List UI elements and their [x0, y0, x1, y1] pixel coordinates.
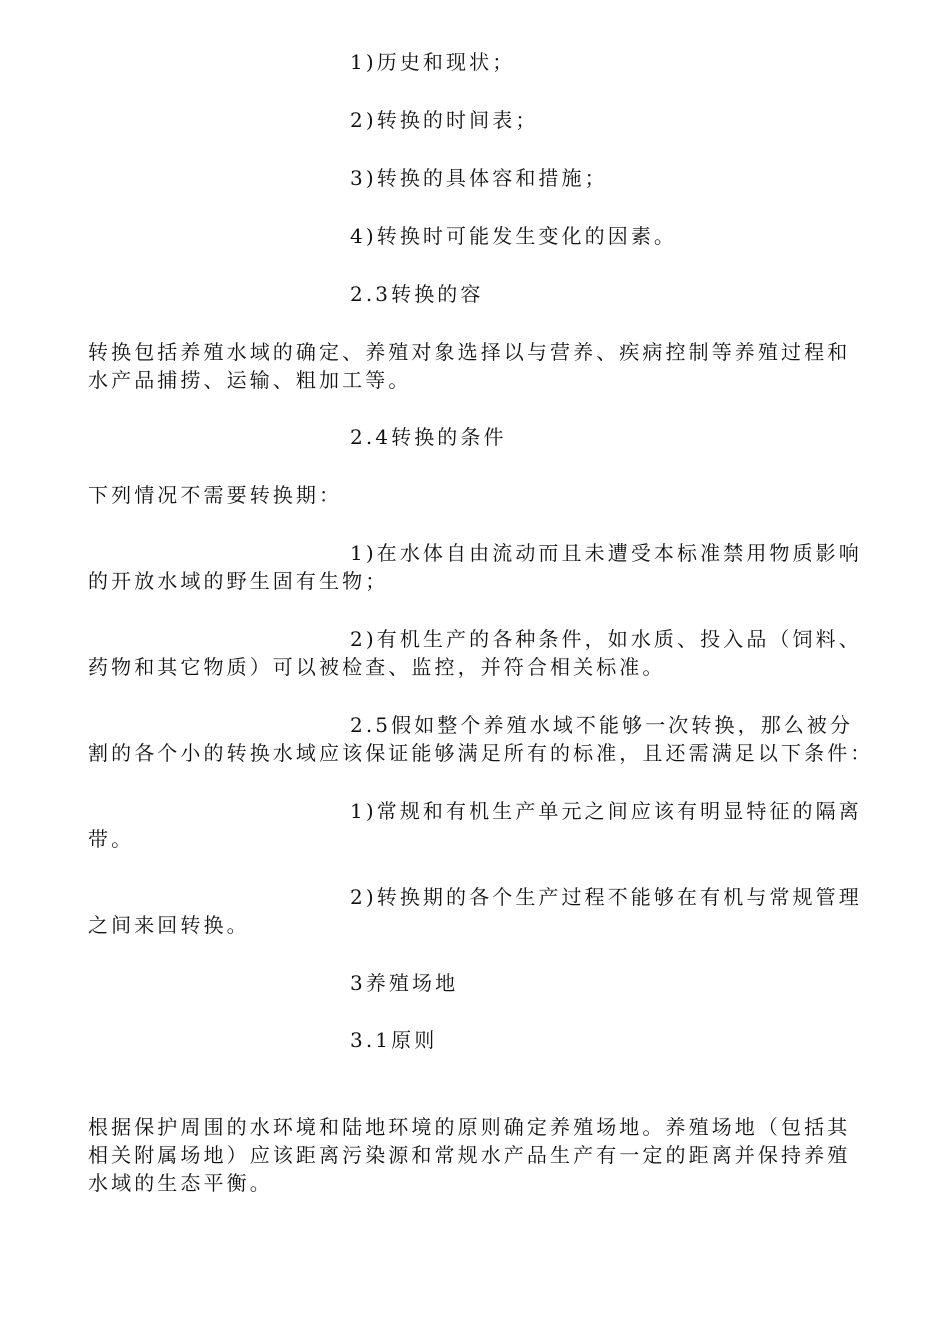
section-heading-2-4: 2.4转换的条件: [350, 425, 507, 449]
section-paragraph-2-5-cont: 割的各个小的转换水域应该保证能够满足所有的标准，且还需满足以下条件：: [88, 741, 874, 765]
paragraph-line: 水域的生态平衡。: [88, 1171, 273, 1195]
requirement-item-1: 1)常规和有机生产单元之间应该有明显特征的隔离: [350, 799, 862, 823]
section-heading-3: 3养殖场地: [350, 971, 459, 995]
paragraph-line: 下列情况不需要转换期：: [88, 483, 343, 507]
list-item-measures: 3)转换的具体容和措施；: [350, 166, 608, 190]
paragraph-line: 根据保护周围的水环境和陆地环境的原则确定养殖场地。养殖场地（包括其: [88, 1115, 851, 1139]
section-paragraph-2-5: 2.5假如整个养殖水域不能够一次转换，那么被分: [350, 713, 854, 737]
section-heading-2-3: 2.3转换的容: [350, 282, 484, 306]
condition-item-2: 2)有机生产的各种条件，如水质、投入品（饲料、: [350, 627, 862, 651]
list-item-history: 1)历史和现状；: [350, 50, 516, 74]
list-item-timetable: 2)转换的时间表；: [350, 108, 539, 132]
list-item-change-factors: 4)转换时可能发生变化的因素。: [350, 224, 678, 248]
paragraph-line: 水产品捕捞、运输、粗加工等。: [88, 368, 412, 392]
requirement-item-2: 2)转换期的各个生产过程不能够在有机与常规管理: [350, 885, 862, 909]
paragraph-line: 转换包括养殖水域的确定、养殖对象选择以与营养、疾病控制等养殖过程和: [88, 340, 851, 364]
condition-item-1: 1)在水体自由流动而且未遭受本标准禁用物质影响: [350, 541, 862, 565]
requirement-item-2-cont: 之间来回转换。: [88, 913, 250, 937]
condition-item-1-cont: 的开放水域的野生固有生物；: [88, 569, 389, 593]
section-heading-3-1: 3.1原则: [350, 1028, 438, 1052]
requirement-item-1-cont: 带。: [88, 827, 135, 851]
paragraph-line: 相关附属场地）应该距离污染源和常规水产品生产有一定的距离并保持养殖: [88, 1143, 851, 1167]
condition-item-2-cont: 药物和其它物质）可以被检查、监控，并符合相关标准。: [88, 655, 666, 679]
